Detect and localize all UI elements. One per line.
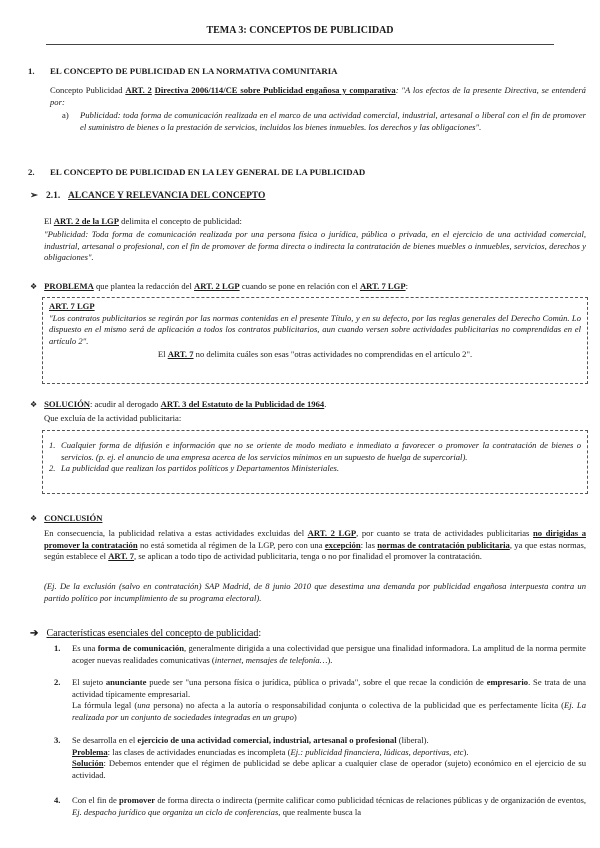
intro-quote: : "A los efectos de la presente Directiva, se entenderá por: xyxy=(50,85,586,107)
conclusion-example: (Ej. De la exclusión (salvo en contratación) SAP Madrid, de 8 junio 2010 que desestima una demanda por publicidad engañosa interpuesta contra un partido político por incumplimiento de su programa electoral). xyxy=(44,581,586,603)
exclusion-item-2-text: La publicidad que realizan los partidos políticos y Departamentos Ministeriales. xyxy=(61,463,340,474)
section-1-intro xyxy=(50,85,586,108)
conclusion-text-b: , por cuanto se trata de actividades publicitarias xyxy=(356,528,530,538)
section-2-number: 2. xyxy=(28,167,35,177)
conclusion-art-7: ART. 7 xyxy=(108,551,135,562)
char3-problema-end: ). xyxy=(463,746,469,757)
conclusion-heading xyxy=(30,513,586,525)
char2-line2-c: ) xyxy=(293,711,297,722)
section-2-heading xyxy=(28,167,568,179)
characteristic-1-number: 1. xyxy=(54,643,61,653)
char3-problema-ital: Ej.: publicidad financiera, lúdicas, deportivas, etc xyxy=(290,746,464,757)
characteristic-2-bold: anunciante xyxy=(105,677,147,687)
characteristics-arrow: ➔ xyxy=(30,628,39,639)
problema-label: PROBLEMA xyxy=(44,281,94,291)
characteristic-item-1 xyxy=(54,643,586,666)
subsection-marker: ➢ xyxy=(30,191,38,201)
characteristic-1-text-a: Es una xyxy=(72,643,96,653)
conclusion-text-a: En consecuencia, la publicidad relativa a estas actividades excluidas del xyxy=(44,528,305,538)
problema-art-2: ART. 2 LGP xyxy=(194,281,240,291)
solucion-text-b: . xyxy=(324,399,327,409)
intro-directive-ref: Directiva 2006/114/CE sobre Publicidad engañosa y comparativa xyxy=(154,85,396,95)
exclusions-box xyxy=(42,430,588,494)
characteristic-1-ital: internet, mensajes de telefonía… xyxy=(214,654,328,665)
title-divider xyxy=(46,44,554,45)
problema-text-a: que plantea la redacción del xyxy=(95,281,192,291)
char3-problema-text: : las clases de actividades enunciadas es incompleta ( xyxy=(107,746,291,757)
characteristic-item-4 xyxy=(54,795,586,818)
characteristic-3-text-b: (liberal). xyxy=(398,735,429,745)
characteristic-4-text-b: de forma directa o indirecta (permite calificar como publicidad técnicas de relaciones públicas y de organización de eventos, xyxy=(157,795,586,805)
problema-marker: ❖ xyxy=(30,282,38,291)
characteristic-item-3 xyxy=(54,735,586,781)
characteristic-4-ital: Ej. despacho jurídico que organiza un ciclo de conferencias xyxy=(72,806,279,817)
solucion-line xyxy=(30,399,586,411)
exclusion-item-2-number: 2. xyxy=(49,463,56,474)
char2-line2-b: persona) no afecta a la autoría o responsabilidad conjunta o colectiva de la publicidad que es perfectamente lícita ( xyxy=(153,700,564,711)
characteristic-4-text-c: , que realmente busca la xyxy=(278,806,362,817)
exclusion-item-1-text: Cualquier forma de difusión e información que no se oriente de modo mediato e inmediato a favorecer o promover la contratación de bienes o servicios. (p. ej. el anuncio de una empresa acerca de los servicios mínimos en un supuesto de huelga de supercorial). xyxy=(61,440,581,462)
characteristic-4-number: 4. xyxy=(54,795,61,805)
characteristic-1-text-b: , generalmente dirigida a una colectividad que persigue una finalidad informadora. La amplitud de la norma permite acoger nuevas realidades comunicativas ( xyxy=(72,643,586,665)
char3-solucion-text: : Debemos entender que el régimen de publicidad se debe aplicar a cualquier clase de operador (sujeto) económico en el ejercicio de su actividad. xyxy=(72,758,586,780)
problema-text-b: cuando se pone en relación con el xyxy=(241,281,358,291)
item-a-label: a) xyxy=(62,110,69,120)
lgp-definition-intro xyxy=(44,216,584,228)
lgp-definition-quote: "Publicidad: Toda forma de comunicación realizada por una persona física o jurídica, pública o privada, en el ejercicio de una actividad comercial, industrial, artesanal o profesional, con el fin de promover de forma directa o indirecta la contratación de bienes muebles o inmuebles, servicios, derechos y obligaciones". xyxy=(44,229,586,263)
conclusion-exception: excepción xyxy=(324,539,361,550)
art-7-quote: "Los contratos publicitarios se regirán por las normas contenidas en el presente Título, y en su defecto, por las reglas generales del Derecho Común. Lo dispuesto en el mismo será de aplicación a todos los contratos publicitarios, aun cuando versen sobre actividades publicitarias no comprendidas en el artículo 2". xyxy=(49,312,581,346)
conclusion-text-f: , se aplican a todo tipo de actividad publicitaria, tenga o no por finalidad el promover la contratación. xyxy=(134,551,482,562)
characteristic-2-text-a: El sujeto xyxy=(72,677,104,687)
solucion-label: SOLUCIÓN xyxy=(44,399,90,409)
characteristic-1-text-c: ). xyxy=(327,654,333,665)
subsection-number: 2.1. xyxy=(46,191,61,201)
conclusion-art-2: ART. 2 LGP xyxy=(307,528,357,538)
characteristic-2-line-2 xyxy=(72,700,586,723)
characteristics-heading xyxy=(30,627,586,640)
conclusion-paragraph xyxy=(44,528,586,563)
exclusion-item-2 xyxy=(49,463,581,475)
char2-line2-ital2: Ej. La realizada por un conjunto de sociedades integradas en un grupo xyxy=(72,700,586,722)
section-1-heading xyxy=(28,66,568,78)
conclusion-text-c: no está sometida al régimen de la LGP, pero con una xyxy=(139,539,323,550)
characteristic-3-solucion xyxy=(72,758,586,781)
note-text-b: no delimita cuáles son esas "otras actividades no comprendidas en el artículo 2". xyxy=(195,349,473,360)
characteristic-2-number: 2. xyxy=(54,677,61,687)
conclusion-bold-phrase: no dirigidas a promover la contratación xyxy=(44,528,586,550)
characteristic-3-number: 3. xyxy=(54,735,61,745)
note-article-ref: ART. 7 xyxy=(167,349,194,360)
page-title: TEMA 3: CONCEPTOS DE PUBLICIDAD xyxy=(206,25,394,36)
conclusion-text-e: , ya que estas normas, según establece el xyxy=(44,539,586,562)
conclusion-marker: ❖ xyxy=(30,514,38,523)
characteristics-colon: : xyxy=(258,628,262,639)
intro-article-ref: ART. 2 xyxy=(125,85,152,95)
characteristic-2-bold2: empresario xyxy=(486,677,529,687)
characteristic-3-problema xyxy=(72,747,586,759)
solucion-article-ref: ART. 3 del Estatuto de la Publicidad de 1964 xyxy=(160,399,325,409)
characteristic-3-text-a: Se desarrolla en el xyxy=(72,735,136,745)
char3-problema-label: Problema xyxy=(72,746,108,757)
char3-solucion-label: Solución xyxy=(72,758,104,769)
conclusion-text-d: : las xyxy=(360,539,375,550)
char2-line2-a: La fórmula legal ( xyxy=(72,700,138,711)
def-article-ref: ART. 2 de la LGP xyxy=(53,216,119,226)
item-a-text: Publicidad: toda forma de comunicación realizada en el marco de una actividad comercial, industrial, artesanal o liberal con el fin de promover el suministro de bienes o la prestación de servicios, incluidos los bienes inmuebles. los derechos y las obligaciones". xyxy=(80,110,586,132)
characteristic-4-text-a: Con el fin de xyxy=(72,795,117,805)
problema-line xyxy=(30,281,586,293)
def-text-a: El xyxy=(44,216,52,226)
characteristic-2-text-b: puede ser "una persona física o jurídica, pública o privada", sobre el que recae la condición de xyxy=(149,677,484,687)
def-text-b: delimita el concepto de publicidad: xyxy=(121,216,242,226)
characteristic-3-bold: ejercicio de una actividad comercial, industrial, artesanal o profesional xyxy=(137,735,397,745)
characteristic-4-bold: promover xyxy=(118,795,156,805)
intro-text: Concepto Publicidad xyxy=(50,85,123,95)
subsection-title: ALCANCE Y RELEVANCIA DEL CONCEPTO xyxy=(68,191,266,201)
section-1-number: 1. xyxy=(28,66,35,76)
section-1-title: EL CONCEPTO DE PUBLICIDAD EN LA NORMATIVA COMUNITARIA xyxy=(50,66,338,76)
art-7-heading: ART. 7 LGP xyxy=(49,301,95,311)
solucion-line-2: Que excluía de la actividad publicitaria: xyxy=(44,413,182,423)
exclusion-item-1 xyxy=(49,440,581,463)
characteristic-1-bold: forma de comunicación xyxy=(97,643,184,653)
conclusion-normas: normas de contratación publicitaria xyxy=(377,539,510,550)
art-7-note xyxy=(49,349,581,361)
section-1-item-a xyxy=(62,110,586,133)
exclusion-item-1-number: 1. xyxy=(49,440,56,450)
char2-line2-ital: una xyxy=(137,700,151,711)
subsection-2-1-heading xyxy=(30,190,570,203)
problema-colon: : xyxy=(405,281,408,291)
solucion-text-a: : acudir al derogado xyxy=(90,399,159,409)
conclusion-label: CONCLUSIÓN xyxy=(44,513,103,523)
section-2-title: EL CONCEPTO DE PUBLICIDAD EN LA LEY GENERAL DE LA PUBLICIDAD xyxy=(50,167,366,177)
solucion-marker: ❖ xyxy=(30,400,38,409)
problema-art-7: ART. 7 LGP xyxy=(359,281,406,291)
characteristic-item-2 xyxy=(54,677,586,723)
characteristics-title: Características esenciales del concepto de publicidad xyxy=(46,628,259,639)
characteristic-2-text-c: . Se trata de una actividad típicamente empresarial. xyxy=(72,677,586,699)
note-text-a: El xyxy=(157,349,166,360)
art-7-box xyxy=(42,297,588,384)
